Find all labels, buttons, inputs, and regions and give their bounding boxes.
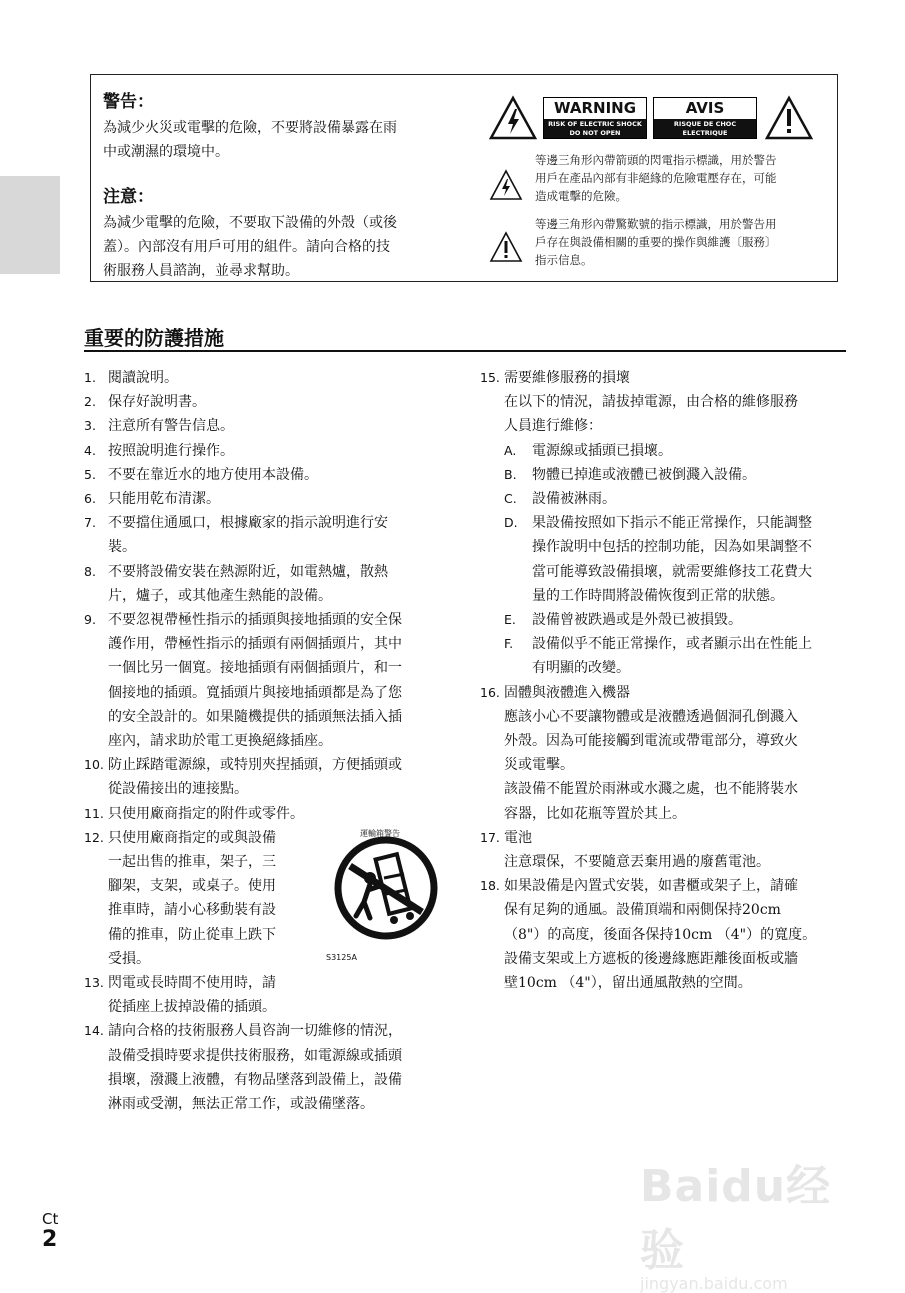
item-line: 防止踩踏電源線，或特別夾捏插頭，方便插頭或: [108, 757, 402, 774]
item-line: 災或電擊。: [504, 757, 574, 774]
list-item: [84, 390, 444, 414]
item-line: 只使用廠商指定的附件或零件。: [108, 805, 304, 822]
sub-item: [480, 632, 840, 680]
desc-line: 用戶在產品內部有非絕緣的危險電壓存在，可能: [535, 171, 777, 185]
watermark-sub: jingyan.baidu.com: [640, 1274, 788, 1293]
sub-item: [480, 439, 840, 463]
caution-text-line: 為減少電擊的危險，不要取下設備的外殼（或後: [103, 215, 397, 231]
cart-figure-code: S3125A: [326, 953, 357, 962]
item-line: 設備被淋雨。: [532, 491, 616, 508]
sub-item: [480, 463, 840, 487]
item-line: 淋雨或受潮，無法正常工作，或設備墜落。: [108, 1096, 374, 1113]
list-item: [84, 511, 444, 559]
list-item-cart: [84, 826, 304, 971]
item-title: 需要維修服務的損壞: [504, 370, 630, 386]
warning-label-sub1: RISK OF ELECTRIC SHOCK: [548, 120, 642, 128]
sub-item-letter: A.: [504, 442, 517, 458]
item-line: 不要在靠近水的地方使用本設備。: [108, 466, 318, 483]
item-line: 應該小心不要讓物體或是液體透過個洞孔倒濺入: [504, 708, 798, 725]
list-item: [480, 681, 840, 705]
avis-label-sub2: NE PAS OUVRIR: [676, 138, 734, 146]
sub-item: [480, 487, 840, 511]
item-line: 量的工作時間將設備恢復到正常的狀態。: [532, 587, 784, 604]
desc-line: 等邊三角形內帶驚歎號的指示標識，用於警告用: [535, 217, 777, 231]
cart-warning-title: 運輸箱警告: [360, 829, 400, 838]
list-item: [84, 414, 444, 438]
item-number: 8.: [84, 563, 96, 579]
item-line: 操作說明中包括的控制功能，因為如果調整不: [532, 539, 812, 556]
item-line: 如果設備是內置式安裝，如書櫃或架子上，請確: [504, 878, 798, 895]
warning-text: [103, 116, 443, 164]
item-line: 座內，請求助於電工更換絕緣插座。: [108, 733, 332, 750]
item-line: 片，爐子，或其他產生熱能的設備。: [108, 587, 332, 604]
warning-label-sub2: DO NOT OPEN: [569, 129, 621, 137]
sub-item-letter: D.: [504, 515, 518, 531]
item-number: 1.: [84, 370, 96, 385]
item-paragraph: [480, 705, 840, 778]
exclamation-triangle-icon: [765, 95, 813, 141]
item-line: 保有足夠的通風。設備頂端和兩側保持20cm: [504, 902, 781, 919]
left-column: [84, 366, 444, 1116]
item-line: 該設備不能置於雨淋或水濺之處，也不能將裝水: [504, 781, 798, 798]
warning-label: [543, 97, 647, 139]
item-number: 17.: [480, 829, 500, 845]
item-line: 外殼。因為可能接觸到電流或帶電部分，導致火: [504, 733, 798, 750]
list-item: [480, 366, 840, 390]
item-number: 18.: [480, 878, 500, 894]
lightning-description: [535, 151, 825, 205]
item-line: 護作用，帶極性指示的插頭有兩個插頭片，其中: [108, 636, 402, 653]
item-line: 閱讀說明。: [108, 370, 178, 386]
item-number: 6.: [84, 491, 96, 507]
item-number: 13.: [84, 975, 104, 991]
lightning-triangle-small-icon: [489, 169, 523, 201]
warning-box: [90, 74, 838, 282]
item-line: 設備曾被跌過或是外殼已被損毀。: [532, 612, 742, 629]
item-line: 損壞，潑濺上液體，有物品墜落到設備上，設備: [108, 1071, 402, 1088]
item-line: 不要忽視帶極性指示的插頭與接地插頭的安全保: [108, 612, 402, 629]
item-number: 12.: [84, 829, 104, 845]
item-line: 設備似乎不能正常操作，或者顯示出在性能上: [532, 636, 812, 653]
item-title: 電池: [504, 829, 532, 846]
list-item: [84, 560, 444, 608]
list-item: [84, 753, 444, 801]
page-number: 2: [42, 1227, 58, 1252]
item-title: 固體與液體進入機器: [504, 684, 630, 701]
item-line: 在以下的情況，請拔掉電源，由合格的維修服務: [504, 394, 798, 411]
avis-label-title: AVIS: [654, 98, 756, 119]
item-line: 注意環保，不要隨意丟棄用過的廢舊電池。: [504, 854, 770, 871]
item-line: 果設備按照如下指示不能正常操作，只能調整: [532, 515, 812, 532]
warning-text-line: 中或潮濕的環境中。: [103, 144, 229, 160]
item-number: 10.: [84, 757, 104, 773]
item-line: 一個比另一個寬。接地插頭有兩個插頭片，和一: [108, 660, 402, 677]
section-title: 重要的防護措施: [84, 322, 846, 352]
item-line: 不要擋住通風口，根據廠家的指示說明進行安: [108, 515, 388, 532]
item-number: 16.: [480, 684, 500, 700]
side-tab-marker: [0, 176, 60, 274]
item-line: 一起出售的推車，架子，三: [108, 854, 276, 871]
item-line: 受損。: [108, 950, 150, 967]
warning-heading: 警告：: [103, 92, 154, 112]
warning-label-subtext: [544, 119, 646, 138]
item-line: 不要將設備安裝在熱源附近，如電熱爐，散熱: [108, 563, 388, 580]
desc-line: 指示信息。: [535, 253, 593, 267]
item-line: 按照說明進行操作。: [108, 442, 234, 459]
caution-heading: 注意：: [103, 187, 154, 207]
cart-tip-over-icon: [334, 836, 438, 940]
cart-warning-figure: [324, 820, 444, 960]
list-item: [480, 826, 840, 850]
item-line: 只能用乾布清潔。: [108, 491, 220, 508]
item-line: 保存好說明書。: [108, 394, 206, 411]
list-item: [84, 608, 444, 753]
item-line: 個接地的插頭。寬插頭片與接地插頭都是為了您: [108, 684, 402, 701]
caution-text-line: 蓋）。內部沒有用戶可用的組件。請向合格的技: [103, 239, 390, 255]
warning-left-panel: [103, 87, 443, 283]
item-number: 11.: [84, 805, 104, 821]
warning-text-line: 為減少火災或電擊的危險，不要將設備暴露在雨: [103, 120, 397, 136]
sub-item: [480, 511, 840, 608]
item-line: 閃電或長時間不使用時，請: [108, 975, 276, 992]
item-number: 14.: [84, 1023, 104, 1039]
avis-label-subtext: [654, 119, 756, 146]
watermark: [640, 1150, 860, 1293]
item-line: 有明顯的改變。: [532, 660, 630, 677]
item-number: 15.: [480, 370, 500, 385]
list-item: [84, 487, 444, 511]
item-number: 2.: [84, 394, 96, 410]
desc-line: 戶存在與設備相關的重要的操作與維護〔服務〕: [535, 235, 777, 249]
item-number: 9.: [84, 612, 96, 628]
item-paragraph: [480, 850, 840, 874]
item-line: 電源線或插頭已損壞。: [532, 442, 672, 459]
caution-text: [103, 211, 443, 283]
watermark-main: Baidu经验: [640, 1161, 832, 1276]
item-number: 7.: [84, 515, 96, 531]
item-line: 從設備接出的連接點。: [108, 781, 248, 798]
caution-text-line: 術服務人員諮詢，並尋求幫助。: [103, 263, 299, 279]
item-line: 推車時，請小心移動裝有設: [108, 902, 276, 919]
item-paragraph: [480, 390, 840, 438]
list-item: [84, 366, 444, 390]
item-number: 5.: [84, 466, 96, 482]
page-language-code: Ct: [42, 1210, 59, 1228]
item-line: 裝。: [108, 539, 136, 556]
list-item: [84, 1019, 444, 1116]
list-item: [480, 874, 840, 995]
item-line: 注意所有警告信息。: [108, 418, 234, 435]
list-item: [84, 463, 444, 487]
sub-item-letter: E.: [504, 612, 516, 628]
item-line: 只使用廠商指定的或與設備: [108, 829, 276, 846]
item-number: 3.: [84, 418, 96, 434]
sub-item-letter: B.: [504, 466, 517, 482]
item-paragraph: [480, 777, 840, 825]
sub-item-letter: F.: [504, 636, 514, 652]
item-line: 壁10cm （4"），留出通風散熱的空間。: [504, 975, 752, 992]
item-number: 4.: [84, 442, 96, 458]
warning-label-title: WARNING: [544, 98, 646, 119]
item-line: 當可能導致設備損壞，就需要維修技工花費大: [532, 563, 812, 580]
item-line: （8"）的高度，後面各保持10cm （4"）的寬度。: [504, 926, 817, 943]
desc-line: 等邊三角形內帶箭頭的閃電指示標識，用於警告: [535, 153, 777, 167]
right-column: [480, 366, 840, 995]
item-line: 物體已掉進或液體已被倒濺入設備。: [532, 466, 756, 483]
list-item: [84, 971, 444, 1019]
sub-item: [480, 608, 840, 632]
item-line: 設備受損時要求提供技術服務，如電源線或插頭: [108, 1047, 402, 1064]
item-line: 請向合格的技術服務人員咨詢一切維修的情況，: [108, 1023, 402, 1040]
item-line: 腳架，支架，或桌子。使用: [108, 878, 276, 895]
avis-label: [653, 97, 757, 146]
page-number-block: [42, 1210, 58, 1252]
item-line: 從插座上拔掉設備的插頭。: [108, 999, 276, 1016]
sub-item-letter: C.: [504, 491, 517, 507]
item-line: 容器，比如花瓶等置於其上。: [504, 805, 686, 822]
lightning-triangle-icon: [489, 95, 537, 141]
item-line: 備的推車，防止從車上跌下: [108, 926, 276, 943]
exclamation-triangle-small-icon: [489, 231, 523, 263]
item-line: 設備支架或上方遮板的後邊緣應距離後面板或牆: [504, 950, 798, 967]
item-line: 人員進行維修：: [504, 418, 602, 435]
exclamation-description: [535, 215, 825, 269]
desc-line: 造成電擊的危險。: [535, 189, 627, 203]
list-item: [84, 439, 444, 463]
avis-label-sub1: RISQUE DE CHOC ELECTRIQUE: [673, 120, 737, 137]
item-line: 的安全設計的。如果隨機提供的插頭無法插入插: [108, 708, 402, 725]
